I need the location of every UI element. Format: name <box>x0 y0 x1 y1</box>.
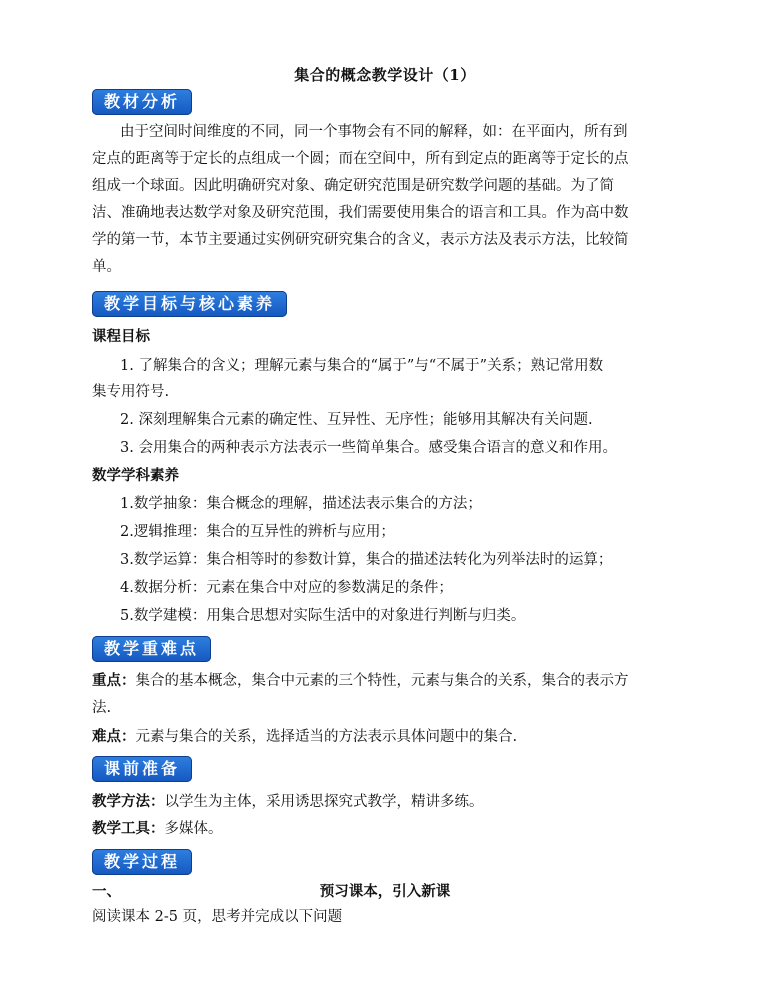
course-goals-heading: 课程目标 <box>92 328 150 345</box>
key-text: 集合的基本概念，集合中元素的三个特性，元素与集合的关系，集合的表示方 <box>135 673 629 689</box>
literacy-item: 5.数学建模：用集合思想对实际生活中的对象进行判断与归类。 <box>120 608 526 624</box>
section-badge-process: 教学过程 <box>92 849 192 875</box>
hard-label: 难点： <box>92 728 136 745</box>
process-title: 预习课本，引入新课 <box>319 883 451 900</box>
analysis-line: 学的第一节，本节主要通过实例研究研究集合的含义，表示方法及表示方法，比较简 <box>92 232 629 248</box>
method-text: 以学生为主体，采用诱思探究式教学，精讲多练。 <box>164 794 484 810</box>
literacy-item: 3.数学运算：集合相等时的参数计算，集合的描述法转化为列举法时的运算； <box>120 552 613 568</box>
literacy-heading: 数学学科素养 <box>92 467 179 484</box>
hard-text: 元素与集合的关系，选择适当的方法表示具体问题中的集合. <box>135 729 518 745</box>
section-badge-analysis: 教材分析 <box>92 89 192 115</box>
section-badge-keypoints: 教学重难点 <box>92 636 211 662</box>
analysis-line: 单。 <box>92 259 121 275</box>
literacy-item: 4.数据分析：元素在集合中对应的参数满足的条件； <box>120 580 453 596</box>
analysis-line: 由于空间时间维度的不同，同一个事物会有不同的解释，如：在平面内，所有到 <box>120 124 628 140</box>
course-goal-item: 1. 了解集合的含义；理解元素与集合的“属于”与“不属于”关系；熟记常用数 <box>120 358 604 374</box>
method-label: 教学方法： <box>92 793 165 810</box>
course-goal-item: 3. 会用集合的两种表示方法表示一些简单集合。感受集合语言的意义和作用。 <box>120 440 617 456</box>
teaching-method <box>92 791 692 813</box>
teaching-tools <box>92 818 692 840</box>
tools-label: 教学工具： <box>92 820 165 837</box>
process-number: 一、 <box>92 883 121 900</box>
course-goal-item: 2. 深刻理解集合元素的确定性、互异性、无序性；能够用其解决有关问题. <box>120 412 593 428</box>
literacy-item: 1.数学抽象：集合概念的理解，描述法表示集合的方法； <box>120 496 482 512</box>
analysis-line: 洁、准确地表达数学对象及研究范围，我们需要使用集合的语言和工具。作为高中数 <box>92 205 629 221</box>
analysis-line: 定点的距离等于定长的点组成一个圆；而在空间中，所有到定点的距离等于定长的点 <box>92 151 629 167</box>
hard-point <box>92 726 692 748</box>
key-point <box>92 670 692 692</box>
literacy-item: 2.逻辑推理：集合的互异性的辨析与应用； <box>120 524 395 540</box>
tools-text: 多媒体。 <box>164 821 223 837</box>
key-text-cont: 法. <box>92 700 112 716</box>
key-label: 重点： <box>92 672 136 689</box>
section-badge-prep: 课前准备 <box>92 756 192 782</box>
course-goal-item: 集专用符号. <box>92 384 170 400</box>
section-badge-goals: 教学目标与核心素养 <box>92 291 287 317</box>
analysis-line: 组成一个球面。因此明确研究对象、确定研究范围是研究数学问题的基础。为了简 <box>92 178 614 194</box>
document-title: 集合的概念教学设计（1） <box>294 66 476 84</box>
process-task: 阅读课本 2-5 页，思考并完成以下问题 <box>92 909 343 925</box>
